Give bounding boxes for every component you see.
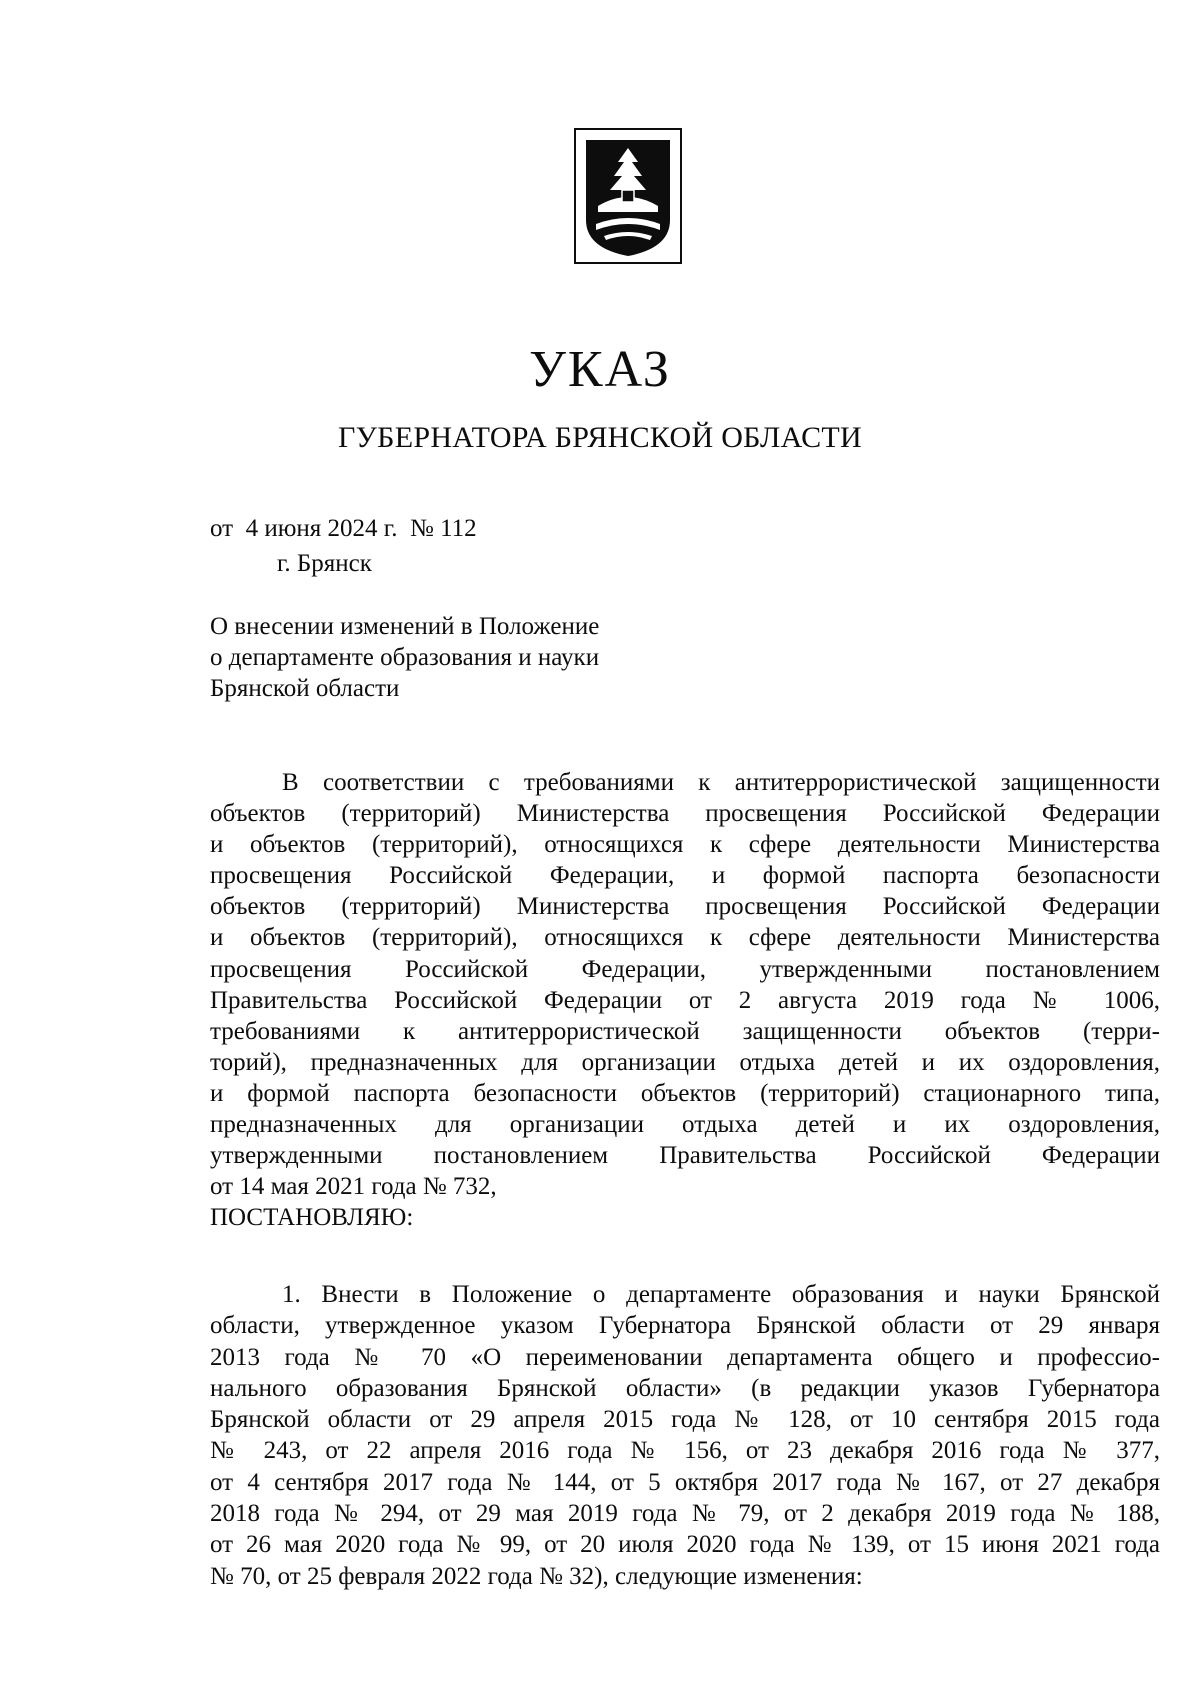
document-date-number: от 4 июня 2024 г. № 112	[210, 515, 477, 542]
paragraph-line: № 243, от 22 апреля 2016 года № 156, от 23 декабря 2016 года № 377,	[210, 1437, 1160, 1465]
document-city: г. Брянск	[277, 550, 372, 577]
paragraph-line: Правительства Российской Федерации от 2 августа 2019 года № 1006,	[210, 986, 1160, 1014]
paragraph-line: торий), предназначенных для организации отдыха детей и их оздоровления,	[210, 1048, 1160, 1076]
paragraph-line: 2013 года № 70 «О переименовании департамента общего и профессио-	[210, 1343, 1160, 1371]
paragraph-line: объектов (территорий) Министерства просвещения Российской Федерации	[210, 800, 1160, 828]
paragraph-line: и объектов (территорий), относящихся к сфере деятельности Министерства	[210, 831, 1160, 859]
preamble-paragraph	[210, 767, 1160, 1233]
paragraph-line: от 26 мая 2020 года № 99, от 20 июля 2020 года № 139, от 15 июня 2021 года	[210, 1531, 1160, 1559]
paragraph-line: объектов (территорий) Министерства просвещения Российской Федерации	[210, 893, 1160, 921]
coat-of-arms-icon	[574, 128, 682, 264]
paragraph-line: 1. Внести в Положение о департаменте образования и науки Брянской	[282, 1281, 1160, 1308]
paragraph-line: и формой паспорта безопасности объектов (территорий) стационарного типа,	[210, 1079, 1160, 1107]
paragraph-line: предназначенных для организации отдыха детей и их оздоровления,	[210, 1111, 1160, 1139]
document-subtitle: ГУБЕРНАТОРА БРЯНСКОЙ ОБЛАСТИ	[338, 421, 862, 454]
resolution-keyword: ПОСТАНОВЛЯЮ:	[210, 1204, 414, 1232]
paragraph-line: и объектов (территорий), относящихся к сфере деятельности Министерства	[210, 924, 1160, 952]
paragraph-line: просвещения Российской Федерации, утвержденными постановлением	[210, 955, 1160, 983]
paragraph-line: от 14 мая 2021 года № 732,	[210, 1173, 497, 1201]
subject-line: о департаменте образования и науки	[210, 644, 600, 671]
paragraph-line: Брянской области от 29 апреля 2015 года № 128, от 10 сентября 2015 года	[210, 1406, 1160, 1434]
paragraph-line: нального образования Брянской области» (в редакции указов Губернатора	[210, 1374, 1160, 1402]
paragraph-line: В соответствии с требованиями к антитеррористической защищенности	[282, 769, 1160, 796]
paragraph-line: № 70, от 25 февраля 2022 года № 32), следующие изменения:	[210, 1562, 863, 1590]
document-title: УКАЗ	[529, 341, 671, 398]
paragraph-line: области, утвержденное указом Губернатора Брянской области от 29 января	[210, 1312, 1160, 1340]
paragraph-line: просвещения Российской Федерации, и формой паспорта безопасности	[210, 862, 1160, 890]
paragraph-line: от 4 сентября 2017 года № 144, от 5 октября 2017 года № 167, от 27 декабря	[210, 1468, 1160, 1496]
subject-line: О внесении изменений в Положение	[210, 613, 600, 640]
paragraph-line: утвержденными постановлением Правительства Российской Федерации	[210, 1142, 1160, 1170]
subject-line: Брянской области	[210, 675, 400, 702]
document-subject	[210, 611, 730, 704]
item-1-paragraph	[210, 1279, 1160, 1592]
paragraph-line: требованиями к антитеррористической защищенности объектов (терри-	[210, 1017, 1160, 1045]
paragraph-line: 2018 года № 294, от 29 мая 2019 года № 79, от 2 декабря 2019 года № 188,	[210, 1500, 1160, 1528]
